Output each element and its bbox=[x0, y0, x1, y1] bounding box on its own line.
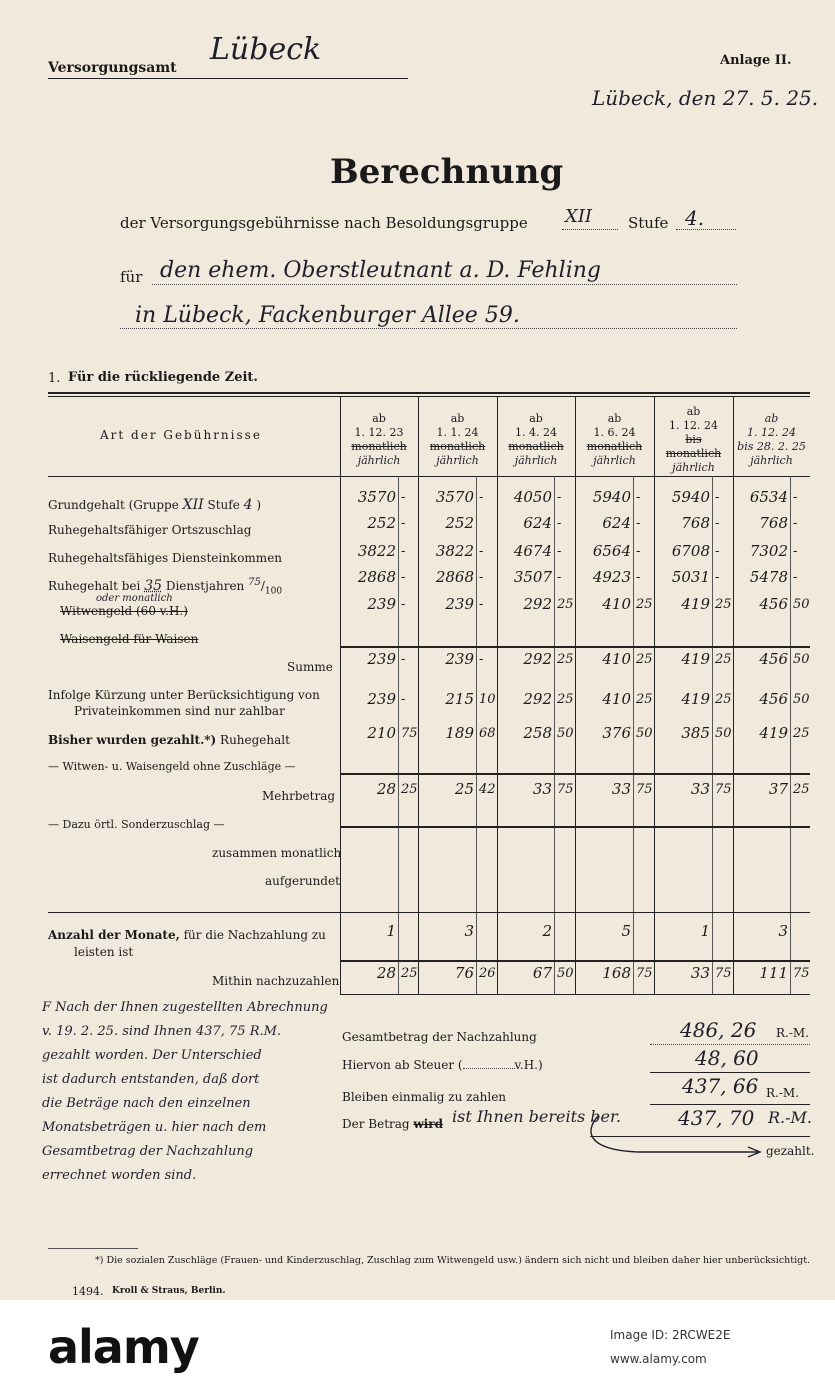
group-dots bbox=[562, 229, 618, 230]
cell-mark: 419 bbox=[681, 650, 710, 668]
cell-mark: 2868 bbox=[435, 568, 474, 586]
cell-mark: 376 bbox=[602, 724, 631, 742]
cell-mark: 5031 bbox=[671, 568, 710, 586]
cell-pfennig: - bbox=[715, 570, 720, 585]
row-label-kuerzung-2: Privateinkommen sind nur zahlbar bbox=[74, 704, 285, 718]
cell-mark: 76 bbox=[454, 964, 474, 982]
pf-divider-0 bbox=[398, 476, 399, 994]
cell-mark: 239 bbox=[367, 595, 396, 613]
cell-mark: 2 bbox=[542, 922, 552, 940]
cell-mark: 624 bbox=[602, 514, 631, 532]
cell-pfennig: - bbox=[715, 490, 720, 505]
col-divider-2 bbox=[497, 396, 498, 994]
margin-note-line: v. 19. 2. 25. sind Ihnen 437, 75 R.M. bbox=[42, 1024, 282, 1039]
cell-mark: 6708 bbox=[671, 542, 710, 560]
cell-mark: 28 bbox=[376, 780, 396, 798]
row-label-summe: Summe bbox=[287, 660, 333, 674]
cell-pfennig: 50 bbox=[793, 692, 810, 707]
title-line1: der Versorgungsgebührnisse nach Besoldungsgruppe bbox=[120, 214, 528, 232]
header-bottom-rule bbox=[48, 476, 810, 477]
cell-pfennig: 50 bbox=[715, 726, 732, 741]
cell-pfennig: 75 bbox=[557, 782, 574, 797]
cell-pfennig: - bbox=[401, 597, 406, 612]
cell-pfennig: - bbox=[793, 516, 798, 531]
cell-pfennig: 25 bbox=[715, 692, 732, 707]
col-divider-5 bbox=[733, 396, 734, 994]
summe-double-rule bbox=[340, 646, 810, 648]
tax-value: 48, 60 bbox=[695, 1046, 759, 1070]
cell-pfennig: 25 bbox=[401, 782, 418, 797]
fuer-label: für bbox=[120, 268, 143, 286]
cell-pfennig: 50 bbox=[793, 652, 810, 667]
total-currency: R.-M. bbox=[776, 1026, 810, 1040]
stock-footer bbox=[0, 1300, 835, 1390]
cell-mark: 3822 bbox=[435, 542, 474, 560]
cell-mark: 3570 bbox=[357, 488, 396, 506]
cell-pfennig: 25 bbox=[636, 692, 653, 707]
cell-mark: 419 bbox=[681, 690, 710, 708]
stufe-value: 4. bbox=[685, 206, 705, 230]
cell-mark: 239 bbox=[445, 650, 474, 668]
pf-divider-4 bbox=[712, 476, 713, 994]
cell-mark: 33 bbox=[690, 780, 710, 798]
cell-pfennig: 25 bbox=[793, 782, 810, 797]
cell-pfennig: - bbox=[401, 490, 406, 505]
recipient-dots1 bbox=[152, 284, 737, 285]
betrag-hand: ist Ihnen bereits ber. bbox=[452, 1107, 621, 1126]
pf-divider-2 bbox=[554, 476, 555, 994]
cell-mark: 3822 bbox=[357, 542, 396, 560]
margin-note-line: gezahlt worden. Der Unterschied bbox=[42, 1048, 262, 1063]
section-label: Für die rückliegende Zeit. bbox=[68, 370, 258, 385]
office-underline bbox=[48, 78, 408, 79]
cell-mark: 6564 bbox=[592, 542, 631, 560]
cell-pfennig: - bbox=[479, 570, 484, 585]
cell-pfennig: 75 bbox=[715, 782, 732, 797]
cell-pfennig: 75 bbox=[715, 966, 732, 981]
paid-label: gezahlt. bbox=[766, 1144, 815, 1158]
pf-divider-5 bbox=[790, 476, 791, 994]
cell-mark: 252 bbox=[445, 514, 474, 532]
row-label-aufgerundet: aufgerundet bbox=[265, 874, 340, 888]
cell-mark: 168 bbox=[602, 964, 631, 982]
cell-pfennig: 75 bbox=[636, 966, 653, 981]
cell-mark: 410 bbox=[602, 690, 631, 708]
cell-mark: 2868 bbox=[357, 568, 396, 586]
col-divider-0 bbox=[340, 396, 341, 994]
cell-mark: 624 bbox=[523, 514, 552, 532]
cell-mark: 1 bbox=[386, 922, 396, 940]
stufe-label: Stufe bbox=[628, 214, 669, 232]
tax-label: Hiervon ab Steuer ( v.H.) bbox=[342, 1058, 543, 1072]
sonder-rule bbox=[340, 826, 810, 828]
cell-mark: 5940 bbox=[671, 488, 710, 506]
row-note-monatlich: oder monatlich bbox=[96, 593, 173, 604]
cell-mark: 4674 bbox=[513, 542, 552, 560]
cell-pfennig: - bbox=[636, 570, 641, 585]
cell-mark: 419 bbox=[681, 595, 710, 613]
cell-mark: 215 bbox=[445, 690, 474, 708]
cell-mark: 4923 bbox=[592, 568, 631, 586]
cell-pfennig: - bbox=[401, 692, 406, 707]
row-label-diensteinkommen: Ruhegehaltsfähiges Diensteinkommen bbox=[48, 551, 283, 565]
cell-pfennig: - bbox=[793, 490, 798, 505]
cell-mark: 3 bbox=[464, 922, 474, 940]
cell-mark: 6534 bbox=[749, 488, 788, 506]
cell-pfennig: - bbox=[401, 516, 406, 531]
margin-note-line: Gesamtbetrag der Nachzahlung bbox=[42, 1144, 254, 1159]
office-label: Versorgungsamt bbox=[48, 60, 177, 76]
recipient-line2: in Lübeck, Fackenburger Allee 59. bbox=[135, 303, 520, 328]
cell-mark: 385 bbox=[681, 724, 710, 742]
cell-pfennig: - bbox=[479, 490, 484, 505]
recipient-dots2 bbox=[120, 328, 737, 329]
total-dots bbox=[650, 1044, 810, 1045]
cell-mark: 456 bbox=[759, 690, 788, 708]
cell-mark: 33 bbox=[611, 780, 631, 798]
cell-pfennig: 25 bbox=[401, 966, 418, 981]
row-label-anzahl-2: leisten ist bbox=[74, 945, 134, 959]
cell-pfennig: - bbox=[557, 544, 562, 559]
cell-pfennig: 50 bbox=[636, 726, 653, 741]
salary-group: XII bbox=[565, 206, 593, 227]
row-label-zusammen: zusammen monatlich bbox=[212, 846, 342, 860]
cell-pfennig: - bbox=[401, 652, 406, 667]
row-label-mithin: Mithin nachzuzahlen bbox=[212, 974, 340, 988]
cell-mark: 28 bbox=[376, 964, 396, 982]
cell-pfennig: 25 bbox=[793, 726, 810, 741]
cell-mark: 292 bbox=[523, 650, 552, 668]
cell-mark: 239 bbox=[367, 690, 396, 708]
cell-pfennig: 75 bbox=[793, 966, 810, 981]
printer-number: 1494. bbox=[72, 1285, 104, 1298]
cell-pfennig: 25 bbox=[557, 597, 574, 612]
cell-pfennig: 10 bbox=[479, 692, 496, 707]
margin-note-line: ist dadurch entstanden, daß dort bbox=[42, 1072, 260, 1087]
row-label-kuerzung-1: Infolge Kürzung unter Berücksichtigung von bbox=[48, 688, 320, 702]
col-divider-4 bbox=[654, 396, 655, 994]
col-header-3: ab 1. 4. 24 monatlich jährlich bbox=[508, 412, 564, 467]
cell-pfennig: 42 bbox=[479, 782, 496, 797]
cell-pfennig: - bbox=[479, 597, 484, 612]
cell-pfennig: - bbox=[557, 570, 562, 585]
cell-pfennig: - bbox=[715, 516, 720, 531]
cell-mark: 4050 bbox=[513, 488, 552, 506]
cell-pfennig: - bbox=[636, 544, 641, 559]
row-label-grundgehalt: Grundgehalt (Gruppe XII Stufe 4 ) bbox=[48, 497, 262, 513]
once-currency: R.-M. bbox=[766, 1086, 800, 1100]
cell-mark: 292 bbox=[523, 595, 552, 613]
page-title: Berechnung bbox=[330, 152, 564, 192]
cell-mark: 111 bbox=[759, 964, 788, 982]
table-bottom-rule bbox=[340, 994, 810, 995]
site-url: www.alamy.com bbox=[610, 1352, 707, 1366]
cell-mark: 7302 bbox=[749, 542, 788, 560]
cell-pfennig: - bbox=[401, 570, 406, 585]
image-id: Image ID: 2RCWE2E bbox=[610, 1328, 731, 1342]
cell-pfennig: - bbox=[557, 490, 562, 505]
total-label: Gesamtbetrag der Nachzahlung bbox=[342, 1030, 537, 1044]
cell-mark: 258 bbox=[523, 724, 552, 742]
total-value: 486, 26 bbox=[680, 1018, 757, 1042]
cell-pfennig: - bbox=[636, 490, 641, 505]
row-label-sonderzuschlag: — Dazu örtl. Sonderzuschlag — bbox=[48, 818, 225, 831]
cell-mark: 768 bbox=[681, 514, 710, 532]
cell-pfennig: 25 bbox=[557, 652, 574, 667]
margin-note-line: F Nach der Ihnen zugestellten Abrechnung bbox=[42, 1000, 328, 1015]
pf-divider-1 bbox=[476, 476, 477, 994]
margin-note-line: Monatsbeträgen u. hier nach dem bbox=[42, 1120, 267, 1135]
section-number: 1. bbox=[48, 371, 61, 386]
cell-mark: 5 bbox=[621, 922, 631, 940]
cell-pfennig: - bbox=[793, 570, 798, 585]
betrag-value: 437, 70 bbox=[678, 1106, 755, 1130]
stufe-dots bbox=[676, 229, 736, 230]
cell-mark: 37 bbox=[768, 780, 788, 798]
row-label-witwen-waisen: — Witwen- u. Waisengeld ohne Zuschläge — bbox=[48, 760, 296, 773]
cell-pfennig: - bbox=[401, 544, 406, 559]
col-header-5: ab 1. 12. 24 bis monatlich jährlich bbox=[665, 405, 722, 474]
anzahl-rule bbox=[48, 912, 810, 913]
cell-mark: 33 bbox=[532, 780, 552, 798]
cell-mark: 3507 bbox=[513, 568, 552, 586]
footnote-rule bbox=[48, 1248, 138, 1249]
cell-pfennig: - bbox=[479, 544, 484, 559]
cell-pfennig: 75 bbox=[636, 782, 653, 797]
recipient-line1: den ehem. Oberstleutnant a. D. Fehling bbox=[160, 258, 601, 283]
cell-pfennig: 68 bbox=[479, 726, 496, 741]
cell-pfennig: 50 bbox=[557, 966, 574, 981]
footnote: *) Die sozialen Zuschläge (Frauen- und Kinderzuschlag, Zuschlag zum Witwengeld usw.) ändern sich nicht und bleiben daher hier unberücksichtigt. bbox=[95, 1255, 811, 1266]
stock-logo: alamy bbox=[48, 1320, 199, 1374]
col-header-4: ab 1. 6. 24 monatlich jährlich bbox=[586, 412, 643, 467]
cell-pfennig: 25 bbox=[715, 652, 732, 667]
table-top-rule bbox=[48, 392, 810, 394]
mithin-rule bbox=[340, 960, 810, 962]
cell-mark: 25 bbox=[454, 780, 474, 798]
place-date: Lübeck, den 27. 5. 25. bbox=[592, 86, 819, 110]
cell-mark: 33 bbox=[690, 964, 710, 982]
col-header-label: Art der Gebührnisse bbox=[100, 428, 262, 442]
tax-underline bbox=[650, 1072, 810, 1073]
pf-divider-3 bbox=[633, 476, 634, 994]
col-divider-1 bbox=[418, 396, 419, 994]
margin-note-line: errechnet worden sind. bbox=[42, 1168, 197, 1183]
row-label-bisher: Bisher wurden gezahlt.*) Ruhegehalt bbox=[48, 733, 290, 747]
cell-pfennig: 26 bbox=[479, 966, 496, 981]
betrag-row: Der Betrag wird bbox=[342, 1117, 444, 1131]
cell-pfennig: 25 bbox=[636, 652, 653, 667]
row-label-anzahl: Anzahl der Monate, für die Nachzahlung zu bbox=[48, 928, 326, 942]
cell-mark: 3 bbox=[778, 922, 788, 940]
cell-mark: 67 bbox=[532, 964, 552, 982]
cell-pfennig: 50 bbox=[793, 597, 810, 612]
paid-arrow-icon bbox=[578, 1112, 778, 1162]
annex-label: Anlage II. bbox=[720, 53, 792, 68]
cell-pfennig: - bbox=[636, 516, 641, 531]
col-header-2: ab 1. 1. 24 monatlich jährlich bbox=[429, 412, 486, 467]
cell-pfennig: - bbox=[793, 544, 798, 559]
margin-note-line: die Beträge nach den einzelnen bbox=[42, 1096, 251, 1111]
cell-pfennig: - bbox=[715, 544, 720, 559]
cell-mark: 410 bbox=[602, 595, 631, 613]
cell-pfennig: - bbox=[479, 652, 484, 667]
cell-pfennig: 75 bbox=[401, 726, 418, 741]
cell-mark: 1 bbox=[700, 922, 710, 940]
cell-mark: 210 bbox=[367, 724, 396, 742]
cell-pfennig: 25 bbox=[557, 692, 574, 707]
col-divider-3 bbox=[575, 396, 576, 994]
betrag-currency: R.-M. bbox=[768, 1108, 813, 1127]
once-underline bbox=[650, 1104, 810, 1105]
once-value: 437, 66 bbox=[682, 1074, 759, 1098]
cell-mark: 3570 bbox=[435, 488, 474, 506]
cell-mark: 419 bbox=[759, 724, 788, 742]
mehrbetrag-rule bbox=[340, 773, 810, 775]
office-city: Lübeck bbox=[210, 32, 322, 67]
cell-mark: 252 bbox=[367, 514, 396, 532]
cell-mark: 768 bbox=[759, 514, 788, 532]
col-header-1: ab 1. 12. 23 monatlich jährlich bbox=[351, 412, 407, 467]
printer-name: Kroll & Straus, Berlin. bbox=[112, 1286, 226, 1296]
cell-mark: 189 bbox=[445, 724, 474, 742]
cell-mark: 410 bbox=[602, 650, 631, 668]
cell-mark: 456 bbox=[759, 650, 788, 668]
row-label-witwengeld: Witwengeld (60 v.H.) bbox=[60, 604, 188, 618]
cell-mark: 239 bbox=[445, 595, 474, 613]
cell-mark: 456 bbox=[759, 595, 788, 613]
cell-mark: 5940 bbox=[592, 488, 631, 506]
row-label-ruhegehalt: Ruhegehalt bei 35 Dienstjahren $^{75}/_{100}$ bbox=[48, 577, 283, 597]
cell-pfennig: 50 bbox=[557, 726, 574, 741]
cell-mark: 292 bbox=[523, 690, 552, 708]
row-label-mehrbetrag: Mehrbetrag bbox=[262, 789, 336, 803]
cell-pfennig: 25 bbox=[636, 597, 653, 612]
table-top-rule-2 bbox=[48, 396, 810, 397]
cell-pfennig: - bbox=[557, 516, 562, 531]
once-label: Bleiben einmalig zu zahlen bbox=[342, 1090, 507, 1104]
row-label-ortszuschlag: Ruhegehaltsfähiger Ortszuschlag bbox=[48, 523, 252, 537]
cell-pfennig: 25 bbox=[715, 597, 732, 612]
row-label-waisengeld: Waisengeld für Waisen bbox=[60, 632, 199, 646]
cell-mark: 239 bbox=[367, 650, 396, 668]
cell-mark: 5478 bbox=[749, 568, 788, 586]
col-header-6: ab 1. 12. 24 bis 28. 2. 25 jährlich bbox=[737, 412, 806, 467]
